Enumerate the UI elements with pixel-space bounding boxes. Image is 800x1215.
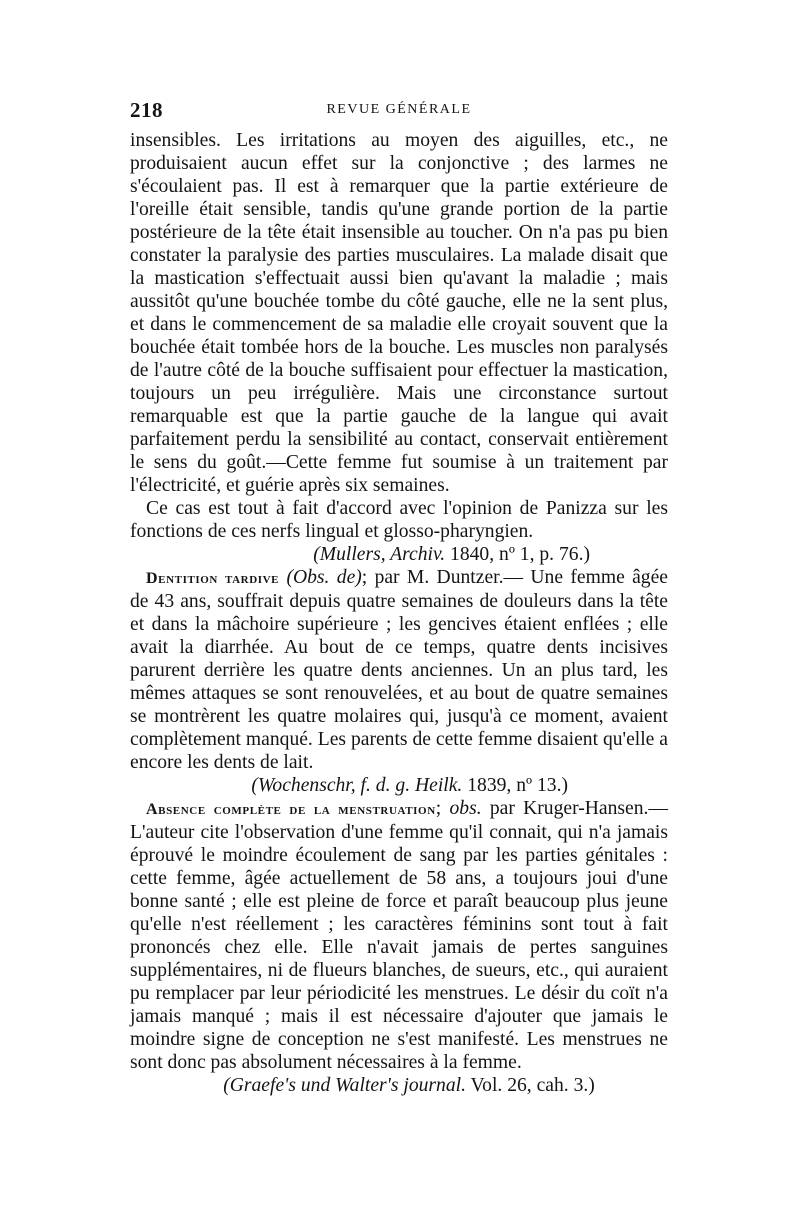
- section-text: ; par M. Duntzer.— Une femme âgée de 43 ans, souffrait depuis quatre semaines de douleurs dans la tête et dans la mâchoire supérieure ; les gencives étaient enflées ; elle avait la diarrhée. Au bout de ce temps, quatre dents incisives parurent derrière les quatre dents anciennes. Un an plus tard, les mêmes attaques se sont renouvelées, et au bout de quatre semaines se montrèrent les quatre molaires qui, jusqu'à ce moment, avaient complètement manqué. Les parents de cette femme disaient qu'elle a encore les dents de lait.: [130, 567, 668, 773]
- section-dentition: [130, 566, 668, 774]
- section-text: par Kruger-Hansen.—L'auteur cite l'observation d'une femme qu'il connait, qui n'a jamais éprouvé le moindre écoulement de sang par les parties génitales : cette femme, âgée actuellement de 58 ans, a toujours joui d'une bonne santé ; elle est pleine de force et paraît beaucoup plus jeune qu'elle n'est réellement ; les caractères féminins sont tout à fait prononcés chez elle. Elle n'avait jamais de pertes sanguines supplémentaires, ni de flueurs blanches, de sueurs, etc., qui auraient pu remplacer par leur périodicité les menstrues. Le désir du coït n'a jamais manqué ; mais il est nécessaire d'ajouter que jamais le moindre signe de conception ne s'est manifesté. Les menstrues ne sont donc pas absolument nécessaires à la femme.: [130, 798, 668, 1073]
- citation-details: 1840, nº 1, p. 76.): [445, 544, 590, 565]
- paragraph-panizza: Ce cas est tout à fait d'accord avec l'opinion de Panizza sur les fonctions de ces nerfs lingual et glosso-pharyngien.: [130, 498, 668, 542]
- section-menstruation: Absence complète de la menstruation; obs. par Kruger-Hansen.—L'auteur cite l'observation d'une femme qu'il connait, qui n'a jamais éprouvé le moindre écoulement de sang par les parties génitales : cette femme, âgée actuellement de 58 ans, a toujours joui d'une bonne santé ; elle est pleine de force et paraît beaucoup plus jeune qu'elle n'est réellement ; les caractères féminins sont tout à fait prononcés chez elle. Elle n'avait jamais de pertes sanguines supplémentaires, ni de flueurs blanches, de sueurs, etc., qui auraient pu remplacer par leur périodicité les menstrues. Le désir du coït n'a jamais manqué ; mais il est nécessaire d'ajouter que jamais le moindre signe de conception ne s'est manifesté. Les menstrues ne sont donc pas absolument nécessaires à la femme.: [130, 798, 668, 1073]
- section-obs: obs.: [449, 798, 482, 819]
- running-head: REVUE GÉNÉRALE: [326, 102, 472, 117]
- citation-wochenschr: [130, 774, 668, 797]
- citation-source: (Mullers, Archiv.: [313, 544, 446, 565]
- paragraph-continued: insensibles. Les irritations au moyen des aiguilles, etc., ne produisaient aucun effet sur la conjonctive ; des larmes ne s'écoulaient pas. Il est à remarquer que la partie extérieure de l'oreille était sensible, tandis qu'une grande portion de la partie postérieure de la tête était insensible au toucher. On n'a pas pu bien constater la paralysie des parties musculaires. La malade disait que la mastication s'effectuait aussi bien qu'avant la maladie ; mais aussitôt qu'une bouchée tombe du côté gauche, elle ne la sent plus, et dans le commencement de sa maladie elle croyait souvent que la bouchée était tombée hors de la bouche. Les muscles non paralysés de l'autre côté de la bouche suffisaient pour effectuer la mastication, toujours un peu irrégulière. Mais une circonstance surtout remarquable est que la partie gauche de la langue qui avait parfaitement perdu la sensibilité au contact, conservait entièrement le sens du goût.—Cette femme fut soumise à un traitement par l'électricité, et guérie après six semaines.: [130, 130, 668, 496]
- body-text: [130, 129, 668, 1097]
- page-header: [130, 98, 668, 126]
- book-page: [130, 98, 668, 1097]
- citation-source: (Graefe's und Walter's journal.: [223, 1075, 466, 1096]
- citation-details: Vol. 26, cah. 3.): [465, 1075, 595, 1096]
- section-obs: (Obs. de): [286, 567, 362, 588]
- section-title: Absence complète de la menstruation: [146, 801, 436, 818]
- citation-mullers: [130, 543, 668, 566]
- citation-graefe: [130, 1074, 668, 1097]
- citation-details: 1839, nº 13.): [462, 775, 568, 796]
- section-title: Dentition tardive: [146, 570, 280, 587]
- citation-source: (Wochenschr, f. d. g. Heilk.: [251, 775, 463, 796]
- page-number: 218: [130, 98, 163, 122]
